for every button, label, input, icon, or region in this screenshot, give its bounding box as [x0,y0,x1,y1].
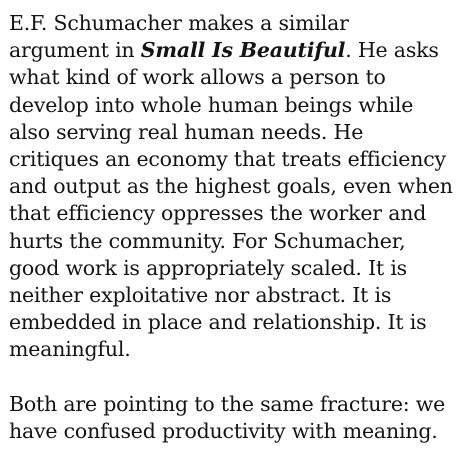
article-text [9,10,469,445]
text-line: good work is appropriately scaled. It is [9,255,407,280]
text-line: and output as the highest goals, even when [9,174,453,199]
text-line: develop into whole human beings while [9,92,414,117]
paragraph-schumacher [9,10,469,364]
book-title: Small Is Beautiful [140,38,346,63]
text-span: argument in [9,38,141,63]
text-line: E.F. Schumacher makes a similar [9,11,349,35]
text-line: that efficiency oppresses the worker and [9,201,427,226]
text-span: . He asks [345,38,439,63]
text-line: have confused productivity with meaning. [9,419,438,444]
paragraph-gap [9,364,469,391]
text-line: Both are pointing to the same fracture: we [9,391,446,416]
text-line: what kind of work allows a person to [9,65,386,90]
text-line: hurts the community. For Schumacher, [9,228,406,253]
text-line [9,37,469,64]
paragraph-conclusion [9,391,469,445]
text-line: critiques an economy that treats efficiency [9,147,446,172]
text-line: neither exploitative nor abstract. It is [9,283,392,308]
text-line: embedded in place and relationship. It is [9,310,427,335]
text-line: also serving real human needs. He [9,119,364,144]
text-line: meaningful. [9,337,131,362]
